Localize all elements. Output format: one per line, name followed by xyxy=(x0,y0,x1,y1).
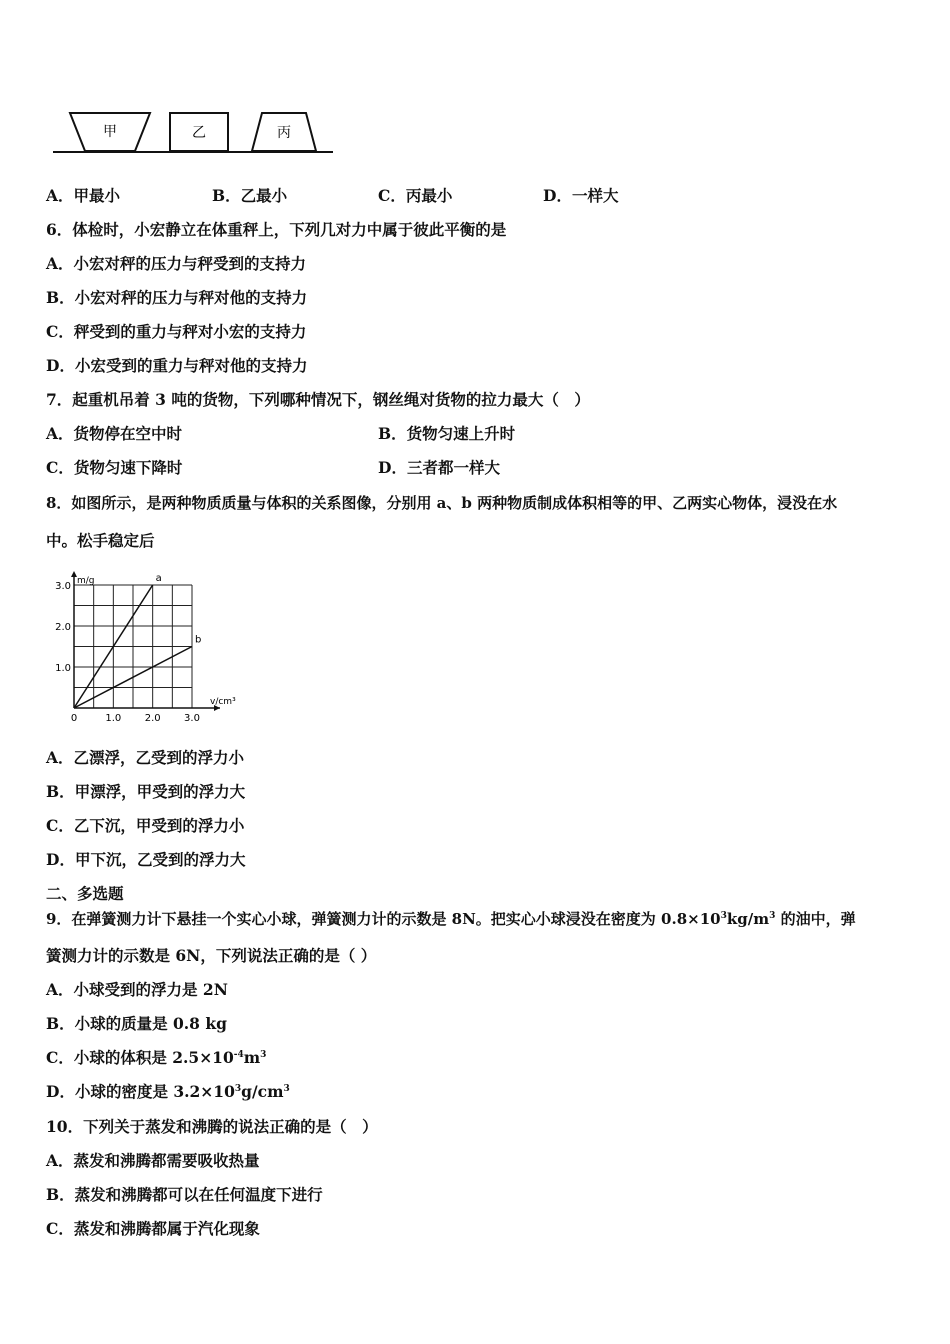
q9-option-c-sup1: -4 xyxy=(233,1050,244,1060)
q8-stem-line2: 中。松手稳定后 xyxy=(46,531,155,550)
q7-stem: 7．起重机吊着 3 吨的货物，下列哪种情况下，钢丝绳对货物的拉力最大（ ） xyxy=(46,390,590,409)
q9-option-c-text: C．小球的体积是 2.5×10 xyxy=(46,1048,234,1067)
q9-option-c-sup2: 3 xyxy=(260,1050,267,1060)
container-label-yi: 乙 xyxy=(192,125,206,141)
y-tick-label: 2.0 xyxy=(55,622,71,633)
q9-stem-sup2: 3 xyxy=(769,911,776,921)
q5-option-c[interactable]: C．丙最小 xyxy=(378,186,453,205)
q8-option-a[interactable]: A．乙漂浮，乙受到的浮力小 xyxy=(46,748,245,767)
q10-option-b[interactable]: B．蒸发和沸腾都可以在任何温度下进行 xyxy=(46,1185,323,1204)
q9-option-d[interactable] xyxy=(46,1082,290,1102)
section-heading-multi-choice: 二、多选题 xyxy=(46,884,124,903)
series-label-a: a xyxy=(155,573,162,584)
q9-option-d-sup2: 3 xyxy=(283,1084,290,1094)
q9-stem-line1 xyxy=(46,909,856,929)
q9-option-d-text: D．小球的密度是 3.2×10 xyxy=(46,1082,235,1101)
series-label-b: b xyxy=(195,634,202,646)
q6-option-d[interactable]: D．小宏受到的重力与秤对他的支持力 xyxy=(46,356,308,375)
mass-volume-chart xyxy=(46,564,246,724)
x-tick-label: 3.0 xyxy=(184,713,200,724)
q9-option-a[interactable]: A．小球受到的浮力是 2N xyxy=(46,980,228,999)
q9-option-c[interactable] xyxy=(46,1048,266,1068)
q7-option-a[interactable]: A．货物停在空中时 xyxy=(46,424,183,443)
q9-stem-text-c: 的油中，弹 xyxy=(775,910,856,928)
q8-stem-line1: 8．如图所示，是两种物质质量与体积的关系图像，分别用 a、b 两种物质制成体积相等的甲、乙两实心物体，浸没在水 xyxy=(46,494,838,512)
x-tick-label: 1.0 xyxy=(105,713,122,724)
q6-stem: 6．体检时，小宏静立在体重秤上，下列几对力中属于彼此平衡的是 xyxy=(46,220,507,239)
q9-stem-sup1: 3 xyxy=(720,911,727,921)
q9-option-b[interactable]: B．小球的质量是 0.8 kg xyxy=(46,1014,227,1033)
q5-option-b[interactable]: B．乙最小 xyxy=(212,186,288,205)
container-label-jia: 甲 xyxy=(103,124,117,140)
x-tick-label: 0 xyxy=(70,713,78,724)
q6-option-c[interactable]: C．秤受到的重力与秤对小宏的支持力 xyxy=(46,322,307,341)
y-tick-label: 1.0 xyxy=(55,663,71,674)
q6-option-b[interactable]: B．小宏对秤的压力与秤对他的支持力 xyxy=(46,288,308,307)
q5-option-a[interactable]: A．甲最小 xyxy=(46,186,121,205)
q8-option-c[interactable]: C．乙下沉，甲受到的浮力小 xyxy=(46,816,245,835)
y-tick-label: 3.0 xyxy=(55,581,71,592)
q9-stem-text-a: 9．在弹簧测力计下悬挂一个实心小球，弹簧测力计的示数是 8N。把实心小球浸没在密度为 0.8×10 xyxy=(46,910,721,928)
q9-option-c-unit: m xyxy=(243,1048,261,1067)
x-tick-label: 2.0 xyxy=(144,713,161,724)
container-label-bing: 丙 xyxy=(277,125,291,141)
y-axis-label: m/g xyxy=(77,576,95,586)
q9-option-d-unit: g/cm xyxy=(241,1082,284,1101)
q10-option-c[interactable]: C．蒸发和沸腾都属于汽化现象 xyxy=(46,1219,260,1238)
q7-option-d[interactable]: D．三者都一样大 xyxy=(378,458,500,477)
q7-option-c[interactable]: C．货物匀速下降时 xyxy=(46,458,183,477)
containers-figure xyxy=(50,108,350,158)
q9-stem-text-b: kg/m xyxy=(726,910,770,928)
q10-stem: 10．下列关于蒸发和沸腾的说法正确的是（ ） xyxy=(46,1117,378,1136)
x-axis-label: v/cm³ xyxy=(210,697,236,707)
q6-option-a[interactable]: A．小宏对秤的压力与秤受到的支持力 xyxy=(46,254,307,273)
q9-stem-line2: 簧测力计的示数是 6N，下列说法正确的是（ ） xyxy=(46,946,377,965)
q10-option-a[interactable]: A．蒸发和沸腾都需要吸收热量 xyxy=(46,1151,260,1170)
q5-option-d[interactable]: D．一样大 xyxy=(543,186,619,205)
q8-option-b[interactable]: B．甲漂浮，甲受到的浮力大 xyxy=(46,782,246,801)
q9-option-d-sup1: 3 xyxy=(234,1084,242,1094)
q8-option-d[interactable]: D．甲下沉，乙受到的浮力大 xyxy=(46,850,246,869)
q7-option-b[interactable]: B．货物匀速上升时 xyxy=(378,424,516,443)
